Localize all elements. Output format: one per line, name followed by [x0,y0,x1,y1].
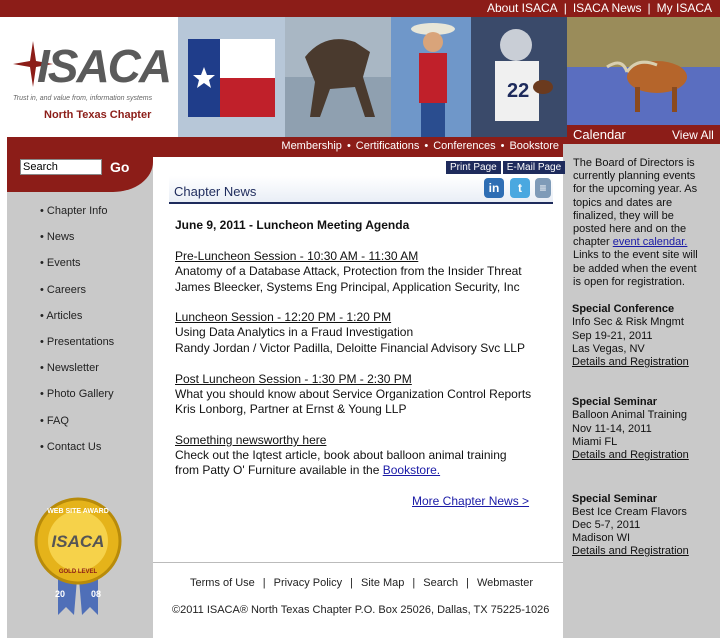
newsworthy-line-2 [175,463,440,477]
footer-links [190,577,533,589]
separator: | [412,577,416,589]
document-icon[interactable]: ≡ [535,178,551,198]
nav-bookstore[interactable]: Bookstore [509,140,559,152]
session-1-title: Anatomy of a Database Attack, Protection from the Insider Threat [175,264,522,278]
about-isaca-link[interactable]: About ISACA [486,1,558,15]
intro-line: is open for registration. [573,275,685,288]
award-year-left: 20 [54,589,66,599]
separator: • [424,140,429,152]
event-1-type: Special Conference [572,303,675,315]
session-2-title: Using Data Analytics in a Fraud Investigation [175,325,414,339]
event-2-details-link[interactable]: Details and Registration [572,449,689,461]
intro-text: chapter [573,236,613,249]
intro-line: The Board of Directors is [573,157,695,169]
separator: • [500,140,505,152]
logo-wordmark: ISACA [37,40,171,92]
isaca-logo[interactable] [7,17,178,137]
banner-photos [178,17,567,137]
top-links [487,1,712,15]
event-2-name: Balloon Animal Training [572,409,687,421]
event-2-date: Nov 11-14, 2011 [572,423,652,435]
separator: | [647,1,651,15]
web-site-award-badge [30,497,126,617]
newsworthy-text: from Patty O' Furniture available in the [175,463,383,477]
utility-bar [446,161,565,174]
event-3-place: Madison WI [572,532,631,544]
print-page-link[interactable]: Print Page [446,161,501,174]
event-3-type: Special Seminar [572,493,657,505]
session-1-heading: Pre-Luncheon Session - 10:30 AM - 11:30 AM [175,249,419,263]
intro-line: topics and dates are [573,196,673,209]
privacy-policy-link[interactable]: Privacy Policy [273,577,343,589]
terms-of-use-link[interactable]: Terms of Use [190,577,255,589]
nav-membership[interactable]: Membership [281,140,342,152]
event-2-type: Special Seminar [572,396,657,408]
svg-text:22: 22 [507,80,530,102]
sidebar-item-events[interactable]: • Events [40,257,114,283]
session-3-heading: Post Luncheon Session - 1:30 PM - 2:30 PM [175,372,412,386]
event-3-date: Dec 5-7, 2011 [572,519,641,531]
sidebar-item-faq[interactable]: • FAQ [40,415,114,441]
logo-tagline: Trust in, and value from, information systems [13,95,153,102]
sidebar-item-articles[interactable]: • Articles [40,310,114,336]
session-2-heading: Luncheon Session - 12:20 PM - 1:20 PM [175,310,392,324]
sidebar-item-photo-gallery[interactable]: • Photo Gallery [40,388,114,414]
webmaster-link[interactable]: Webmaster [476,577,534,589]
event-1-date: Sep 19-21, 2011 [572,330,653,342]
email-page-link[interactable]: E-Mail Page [503,161,565,174]
nav-conferences[interactable]: Conferences [433,140,496,152]
sidebar-item-careers[interactable]: • Careers [40,284,114,310]
newsworthy-line-1: Check out the Iqtest article, book about balloon animal training [175,448,507,462]
more-chapter-news-link[interactable]: More Chapter News > [412,494,530,508]
article-title: June 9, 2011 - Luncheon Meeting Agenda [175,218,410,232]
longhorn-photo [567,17,720,125]
intro-line: Links to the event site will [573,249,698,262]
intro-line: posted here and on the [573,223,687,236]
my-isaca-link[interactable]: My ISACA [656,1,712,15]
separator: | [563,1,567,15]
session-3-title: What you should know about Service Organization Control Reports [175,387,532,401]
session-2-speaker: Randy Jordan / Victor Padilla, Deloitte Financial Advisory Svc LLP [175,341,525,355]
separator: | [350,577,353,589]
search-link[interactable]: Search [423,577,459,589]
award-level: GOLD LEVEL [58,569,98,575]
linkedin-icon[interactable]: in [484,178,504,198]
session-3-speaker: Kris Lonborg, Partner at Ernst & Young LLP [175,402,407,416]
event-1-name: Info Sec & Risk Mngmt [572,316,684,328]
site-map-link[interactable]: Site Map [360,577,405,589]
search-input[interactable] [20,159,102,175]
sidebar-item-chapter-info[interactable]: • Chapter Info [40,205,114,231]
football-player-photo [471,17,567,137]
mustang-statue-photo [285,17,391,137]
newsworthy-heading: Something newsworthy here [175,433,327,447]
session-1-speaker: James Bleecker, Systems Eng Principal, Application Security, Inc [175,280,520,294]
sidebar-item-newsletter[interactable]: • Newsletter [40,362,114,388]
calendar-intro [573,157,713,289]
calendar-title: Calendar [573,127,626,142]
big-tex-photo [391,17,471,137]
section-title: Chapter News [174,184,257,199]
isaca-news-link[interactable]: ISACA News [572,1,642,15]
separator: • [346,140,351,152]
intro-line: for the upcoming year. As [573,183,698,196]
bookstore-link[interactable]: Bookstore. [382,463,441,477]
award-top-text: WEB SITE AWARD [47,508,109,515]
separator: | [262,577,266,589]
nav-certifications[interactable]: Certifications [355,140,420,152]
award-brand: ISACA [51,532,105,551]
chapter-name: North Texas Chapter [44,109,152,121]
event-calendar-link[interactable]: event calendar. [612,236,688,249]
event-1-place: Las Vegas, NV [572,343,645,355]
intro-line: finalized, they will be [573,209,674,222]
texas-flag-photo [178,17,285,137]
twitter-icon[interactable]: t [510,178,530,198]
intro-line: currently planning events [573,170,696,183]
intro-line [573,236,713,249]
event-1-details-link[interactable]: Details and Registration [572,356,689,368]
copyright: ©2011 ISACA® North Texas Chapter P.O. Box 25026, Dallas, TX 75225-1026 [172,604,550,616]
view-all-link[interactable]: View All [672,128,714,142]
sidebar-item-presentations[interactable]: • Presentations [40,336,114,362]
event-3-details-link[interactable]: Details and Registration [572,545,689,557]
event-2-place: Miami FL [572,436,618,448]
footer [153,562,563,638]
sidebar-nav [40,205,114,467]
sidebar-item-contact-us[interactable]: • Contact Us [40,441,114,467]
separator: | [466,577,469,589]
event-3-name: Best Ice Cream Flavors [572,506,687,518]
intro-line: be added when the event [573,262,697,275]
award-year-right: 08 [90,589,102,599]
go-button[interactable]: Go [110,159,130,175]
sidebar-item-news[interactable]: • News [40,231,114,257]
